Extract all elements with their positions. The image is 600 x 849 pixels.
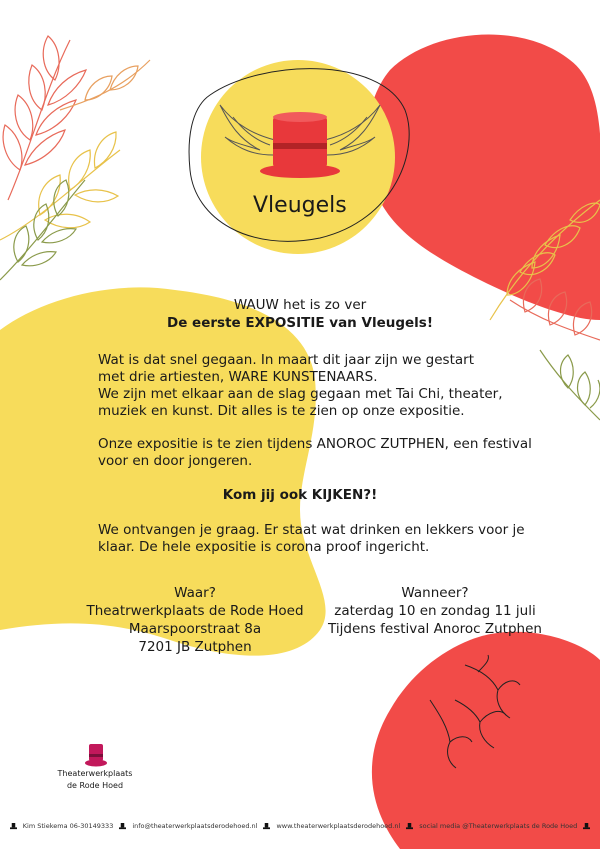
body-p3-line1: We ontvangen je graag. Er staat wat drinken en lekkers voor je	[98, 522, 525, 538]
body-p3-line2: klaar. De hele expositie is corona proof ingericht.	[98, 539, 430, 555]
logo-title: Vleugels	[253, 193, 347, 218]
intro-line1: WAUW het is zo ver	[233, 297, 367, 313]
hat-icon	[119, 823, 126, 830]
hat-icon	[583, 823, 590, 830]
footer-website[interactable]: www.theaterwerkplaatsderodehoed.nl	[276, 822, 401, 830]
brand-hat-icon	[84, 742, 108, 768]
red-blob-bottom	[372, 632, 600, 849]
intro-line2: De eerste EXPOSITIE van Vleugels!	[167, 315, 433, 331]
cta-heading: Kom jij ook KIJKEN?!	[222, 487, 378, 503]
footer-social[interactable]: social media @Theaterwerkplaats de Rode Hoed	[419, 822, 578, 830]
body-p1-line4: muziek en kunst. Dit alles is te zien op onze expositie.	[98, 403, 465, 419]
body-p2-line1: Onze expositie is te zien tijdens ANOROC ZUTPHEN, een festival	[98, 436, 532, 452]
brand-line2: de Rode Hoed	[66, 781, 124, 790]
where-line1: Theatrwerkplaats de Rode Hoed	[86, 603, 304, 619]
when-line2: Tijdens festival Anoroc Zutphen	[328, 621, 542, 637]
brand-text	[55, 768, 135, 792]
where-heading: Waar?	[174, 585, 216, 601]
body-p1-line3: We zijn met elkaar aan de slag gegaan met Tai Chi, theater,	[98, 386, 503, 402]
where-line3: 7201 JB Zutphen	[138, 639, 252, 655]
hat-icon	[406, 823, 413, 830]
body-p1-line2: met drie artiesten, WARE KUNSTENAARS.	[98, 369, 378, 385]
hat-icon	[10, 823, 17, 830]
hat-icon	[263, 823, 270, 830]
footer-email[interactable]: info@theaterwerkplaatsderodehoed.nl	[132, 822, 258, 830]
when-line1: zaterdag 10 en zondag 11 juli	[334, 603, 536, 619]
red-blob-top	[367, 35, 600, 320]
body-p2-line2: voor en door jongeren.	[98, 453, 253, 469]
when-heading: Wanneer?	[401, 585, 469, 601]
leaves-left	[0, 36, 150, 280]
footer-contact-bar	[0, 822, 600, 830]
footer-phone: Kim Stiekema 06-30149333	[22, 822, 114, 830]
winged-hat-logo	[215, 95, 385, 185]
where-line2: Maarspoorstraat 8a	[128, 621, 262, 637]
brand-line1: Theaterwerkplaats	[57, 769, 133, 778]
body-p1-line1: Wat is dat snel gegaan. In maart dit jaar zijn we gestart	[98, 352, 475, 368]
